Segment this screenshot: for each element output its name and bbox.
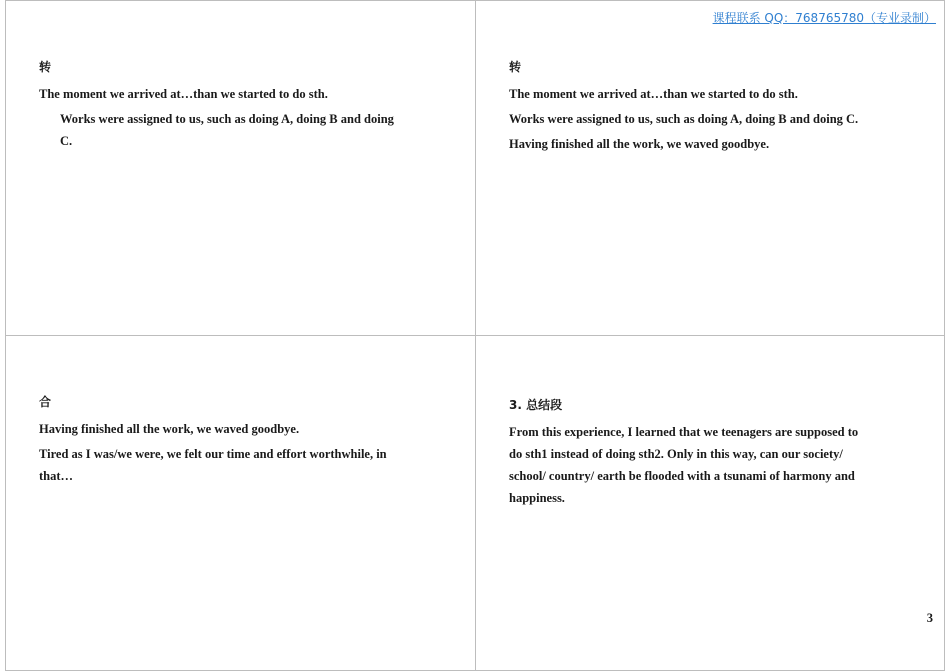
- panel-heading: 3. 总结段: [509, 398, 563, 412]
- text-line: The moment we arrived at…than we started to do sth.: [509, 87, 798, 101]
- panel-bottom-left: [39, 393, 449, 487]
- text-line: From this experience, I learned that we teenagers are supposed to: [509, 425, 859, 439]
- panel-top-right: [509, 58, 929, 155]
- panel-heading: 合: [39, 395, 52, 409]
- text-line: C.: [60, 134, 73, 148]
- contact-link[interactable]: 课程联系 QQ：768765780（专业录制）: [712, 11, 936, 25]
- text-line: school/ country/ earth be flooded with a tsunami of harmony and: [509, 469, 855, 483]
- panel-heading: 转: [509, 60, 522, 74]
- page-number: 3: [926, 611, 933, 625]
- text-line: Having finished all the work, we waved goodbye.: [39, 422, 300, 436]
- panel-top-left: [39, 58, 439, 152]
- text-line: do sth1 instead of doing sth2. Only in this way, can our society/: [509, 447, 843, 461]
- text-line: Works were assigned to us, such as doing A, doing B and doing: [60, 112, 394, 126]
- panel-bottom-right: [509, 396, 929, 509]
- text-line: happiness.: [509, 491, 565, 505]
- text-line: The moment we arrived at…than we started to do sth.: [39, 87, 328, 101]
- text-line: Having finished all the work, we waved goodbye.: [509, 137, 770, 151]
- row-divider: [5, 335, 945, 336]
- panel-heading: 转: [39, 60, 52, 74]
- text-line: that…: [39, 469, 74, 483]
- text-line: Tired as I was/we were, we felt our time and effort worthwhile, in: [39, 447, 387, 461]
- text-line: Works were assigned to us, such as doing A, doing B and doing C.: [509, 112, 859, 126]
